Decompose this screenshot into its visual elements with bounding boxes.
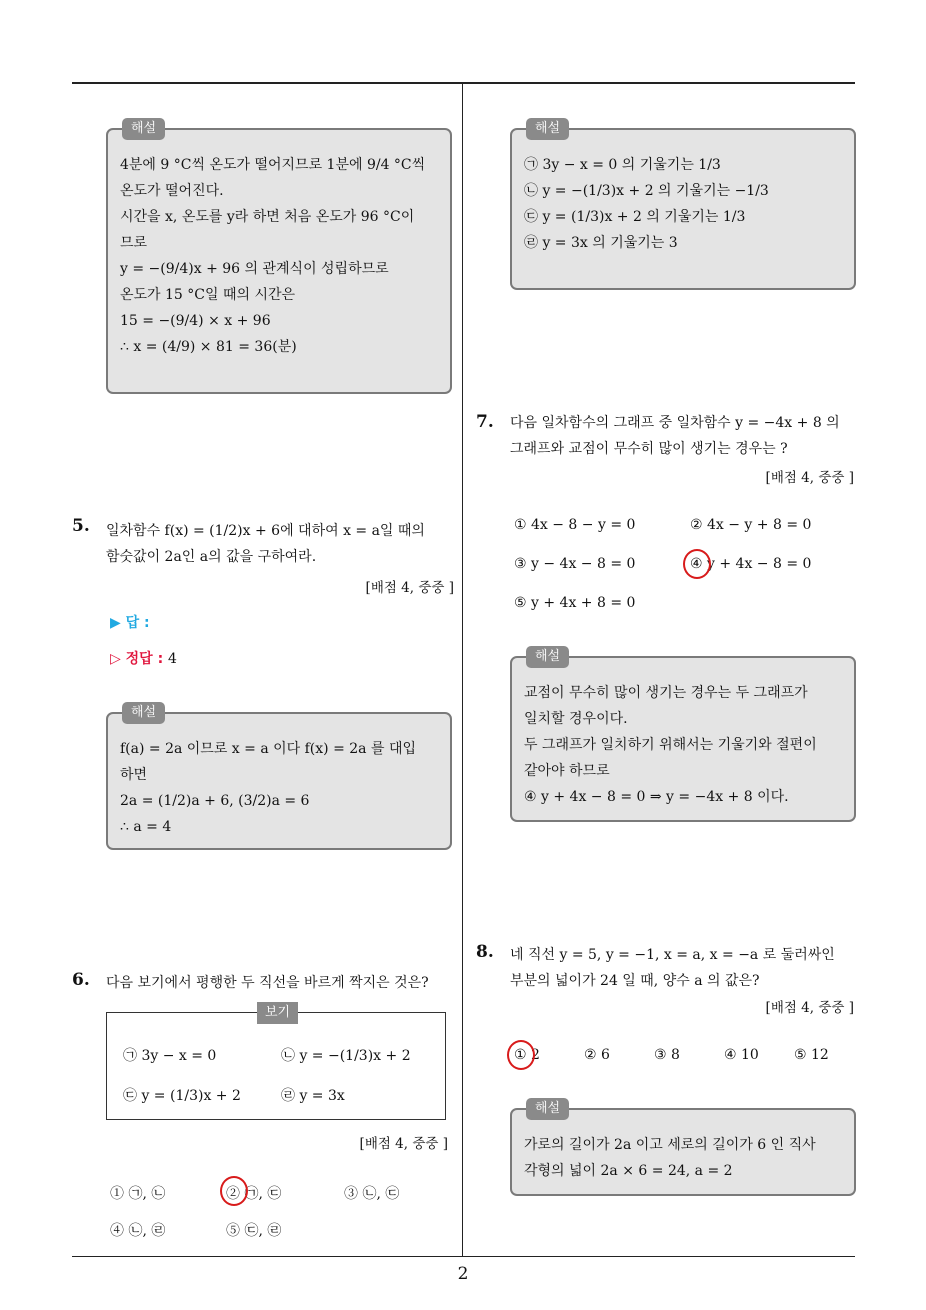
answer-input-label[interactable]: ▶ 답 : (110, 615, 150, 631)
question-5-number: 5. (72, 516, 90, 536)
solution-line: ④ y + 4x − 8 = 0 ⇒ y = −4x + 8 이다. (524, 789, 789, 805)
option-2[interactable]: ② 4x − y + 8 = 0 (690, 517, 812, 533)
question-line: 그래프와 교점이 무수히 많이 생기는 경우는 ? (510, 441, 788, 457)
question-7-number: 7. (476, 412, 494, 432)
solution-line: ㉡ y = −(1/3)x + 2 의 기울기는 −1/3 (524, 183, 769, 199)
question-8-number: 8. (476, 942, 494, 962)
solution-line: 각형의 넓이 2a × 6 = 24, a = 2 (524, 1163, 733, 1179)
solution-line: 2a = (1/2)a + 6, (3/2)a = 6 (120, 793, 310, 809)
page-number: 2 (457, 1264, 469, 1284)
example-item: ㉣ y = 3x (281, 1088, 345, 1104)
solution-line: f(a) = 2a 이므로 x = a 이다 f(x) = 2a 를 대입 (120, 741, 416, 757)
solution-box-q5 (106, 705, 452, 850)
top-rule (72, 82, 855, 84)
question-line: 함숫값이 2a인 a의 값을 구하여라. (106, 549, 317, 565)
example-item: ㉡ y = −(1/3)x + 2 (281, 1048, 411, 1064)
selected-answer-mark (507, 1040, 535, 1070)
option-1[interactable]: ① 2 (514, 1047, 540, 1063)
option-4[interactable]: ④ y + 4x − 8 = 0 (690, 556, 812, 572)
solution-tag: 해설 (122, 118, 165, 140)
solution-line: 므로 (120, 235, 148, 251)
solution-line: 같아야 하므로 (524, 763, 610, 779)
solution-tag: 해설 (526, 1098, 569, 1120)
solution-line: 온도가 15 °C일 때의 시간은 (120, 287, 296, 303)
correct-answer (110, 648, 177, 668)
column-divider (462, 84, 463, 1256)
question-6-text: 다음 보기에서 평행한 두 직선을 바르게 짝지은 것은? (106, 975, 429, 991)
solution-line: 하면 (120, 767, 148, 783)
solution-line: ㉠ 3y − x = 0 의 기울기는 1/3 (524, 157, 721, 173)
option-5[interactable]: ⑤ 12 (794, 1047, 829, 1063)
question-5-text (106, 518, 456, 570)
option-2[interactable]: ② 6 (584, 1047, 610, 1063)
solution-line: 일치할 경우이다. (524, 711, 628, 727)
solution-box-q4 (106, 121, 452, 394)
option-2[interactable]: ② ㉠, ㉢ (226, 1186, 282, 1202)
solution-box-q8 (510, 1101, 856, 1196)
example-item: ㉠ 3y − x = 0 (123, 1048, 217, 1064)
solution-tag: 해설 (526, 118, 569, 140)
solution-line: 15 = −(9/4) × x + 96 (120, 313, 271, 329)
solution-line: 4분에 9 °C씩 온도가 떨어지므로 1분에 9/4 °C씩 (120, 157, 426, 173)
option-1[interactable]: ① 4x − 8 − y = 0 (514, 517, 636, 533)
question-line: 일차함수 f(x) = (1/2)x + 6에 대하여 x = a일 때의 (106, 523, 425, 539)
question-line: 네 직선 y = 5, y = −1, x = a, x = −a 로 둘러싸인 (510, 947, 835, 963)
solution-line: ∴ x = (4/9) × 81 = 36(분) (120, 339, 297, 355)
selected-answer-mark (220, 1176, 248, 1206)
solution-box-q6 (510, 121, 856, 290)
option-3[interactable]: ③ y − 4x − 8 = 0 (514, 556, 636, 572)
solution-line: 교점이 무수히 많이 생기는 경우는 두 그래프가 (524, 685, 808, 701)
solution-line: ㉢ y = (1/3)x + 2 의 기울기는 1/3 (524, 209, 746, 225)
solution-line: ㉣ y = 3x 의 기울기는 3 (524, 235, 678, 251)
bottom-rule (72, 1256, 855, 1257)
question-5-score: [배점 4, 중중 ] (365, 580, 454, 596)
selected-answer-mark (683, 549, 711, 579)
solution-line: 가로의 길이가 2a 이고 세로의 길이가 6 인 직사 (524, 1137, 816, 1153)
question-8-score: [배점 4, 중중 ] (765, 1000, 854, 1016)
option-4[interactable]: ④ ㉡, ㉣ (110, 1223, 166, 1239)
example-box (106, 1005, 446, 1120)
option-5[interactable]: ⑤ y + 4x + 8 = 0 (514, 595, 636, 611)
solution-line: ∴ a = 4 (120, 819, 172, 835)
correct-answer-value: 4 (168, 651, 177, 667)
solution-line: 온도가 떨어진다. (120, 183, 224, 199)
correct-answer-label: ▷ 정답 : (110, 651, 164, 667)
solution-box-q7 (510, 649, 856, 822)
solution-line: y = −(9/4)x + 96 의 관계식이 성립하므로 (120, 261, 389, 277)
solution-line: 두 그래프가 일치하기 위해서는 기울기와 절편이 (524, 737, 817, 753)
option-1[interactable]: ① ㉠, ㉡ (110, 1186, 166, 1202)
question-6-number: 6. (72, 970, 90, 990)
question-8-text (510, 942, 860, 994)
solution-tag: 해설 (526, 646, 569, 668)
example-item: ㉢ y = (1/3)x + 2 (123, 1088, 241, 1104)
option-3[interactable]: ③ ㉡, ㉢ (344, 1186, 400, 1202)
option-3[interactable]: ③ 8 (654, 1047, 680, 1063)
option-4[interactable]: ④ 10 (724, 1047, 759, 1063)
solution-tag: 해설 (122, 702, 165, 724)
example-tag: 보기 (257, 1002, 298, 1024)
question-7-score: [배점 4, 중중 ] (765, 470, 854, 486)
question-line: 부분의 넓이가 24 일 때, 양수 a 의 값은? (510, 973, 760, 989)
question-line: 다음 일차함수의 그래프 중 일차함수 y = −4x + 8 의 (510, 415, 840, 431)
solution-line: 시간을 x, 온도를 y라 하면 처음 온도가 96 °C이 (120, 209, 415, 225)
option-5[interactable]: ⑤ ㉢, ㉣ (226, 1223, 282, 1239)
question-7-text (510, 410, 860, 462)
question-6-score: [배점 4, 중중 ] (359, 1136, 448, 1152)
